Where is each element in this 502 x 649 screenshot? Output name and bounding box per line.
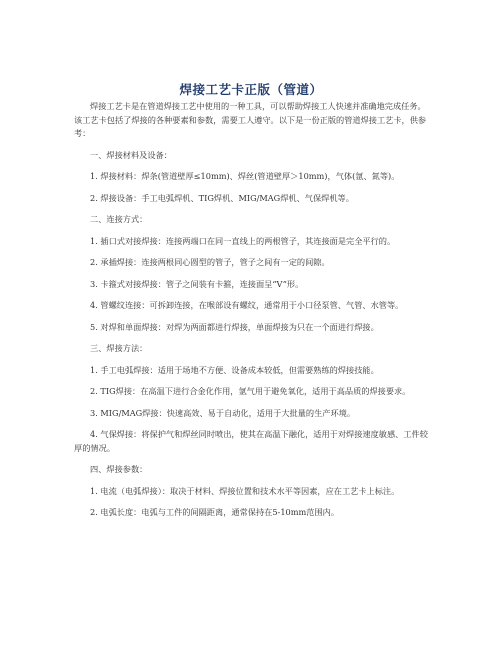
list-item: 2. 承插焊接：连接两根同心圆型的管子，管子之间有一定的间隙。 <box>90 257 330 267</box>
list-item: 1. 插口式对接焊接：连接两端口在同一直线上的两根管子，其连接面是完全平行的。 <box>90 235 396 246</box>
list-item: 3. 卡箍式对接焊接：管子之间装有卡箍，连接面呈“V”形。 <box>90 278 304 289</box>
section-heading: 二、连接方式： <box>90 214 148 224</box>
document-title: 焊接工艺卡正版（管道） <box>179 82 323 97</box>
section-heading: 一、焊接材料及设备： <box>90 149 172 160</box>
list-item: 1. 电流（电弧焊接）：取决于材料、焊接位置和技术水平等因素，应在工艺卡上标注。 <box>90 485 400 496</box>
list-item: 1. 手工电弧焊接：适用于场地不方便、设备成本较低，但需要熟练的焊接技能。 <box>90 364 379 375</box>
list-item: 4. 气保焊接：将保护气和焊丝同时喷出，使其在高温下融化，适用于对焊接速度敏感、工件较厚的情况。 <box>74 429 428 453</box>
section-heading: 三、焊接方法： <box>90 343 148 353</box>
list-item: 5. 对焊和单面焊接：对焊为两面都进行焊接，单面焊接为只在一个面进行焊接。 <box>90 321 379 332</box>
intro-paragraph: 焊接工艺卡是在管道焊接工艺中使用的一种工具，可以帮助焊接工人快速并准确地完成任务。该工艺卡包括了焊接的各种要素和参数，需要工人遵守。以下是一份正版的管道焊接工艺卡，供参考： <box>74 101 427 138</box>
list-item: 2. 电弧长度：电弧与工件的间隔距离，通常保持在5-10mm范围内。 <box>90 507 340 517</box>
section-heading: 四、焊接参数： <box>90 464 148 474</box>
list-item: 4. 管螺纹连接：可拆卸连接，在喉部设有螺纹，通常用于小口径泵管、气管、水管等。 <box>90 300 404 310</box>
list-item: 1. 焊接材料：焊条(管道壁厚≤10mm)、焊丝(管道壁厚＞10mm)，气体(氩、氮等)。 <box>90 171 400 181</box>
list-item: 2. 焊接设备：手工电弧焊机、TIG焊机、MIG/MAG焊机、气保焊机等。 <box>90 192 354 203</box>
list-item: 2. TIG焊接：在高温下进行合金化作用，氩气用于避免氧化，适用于高品质的焊接要求。 <box>90 386 411 396</box>
document-body <box>74 97 430 528</box>
list-item: 3. MIG/MAG焊接：快速高效、易于自动化，适用于大批量的生产环境。 <box>90 407 356 418</box>
